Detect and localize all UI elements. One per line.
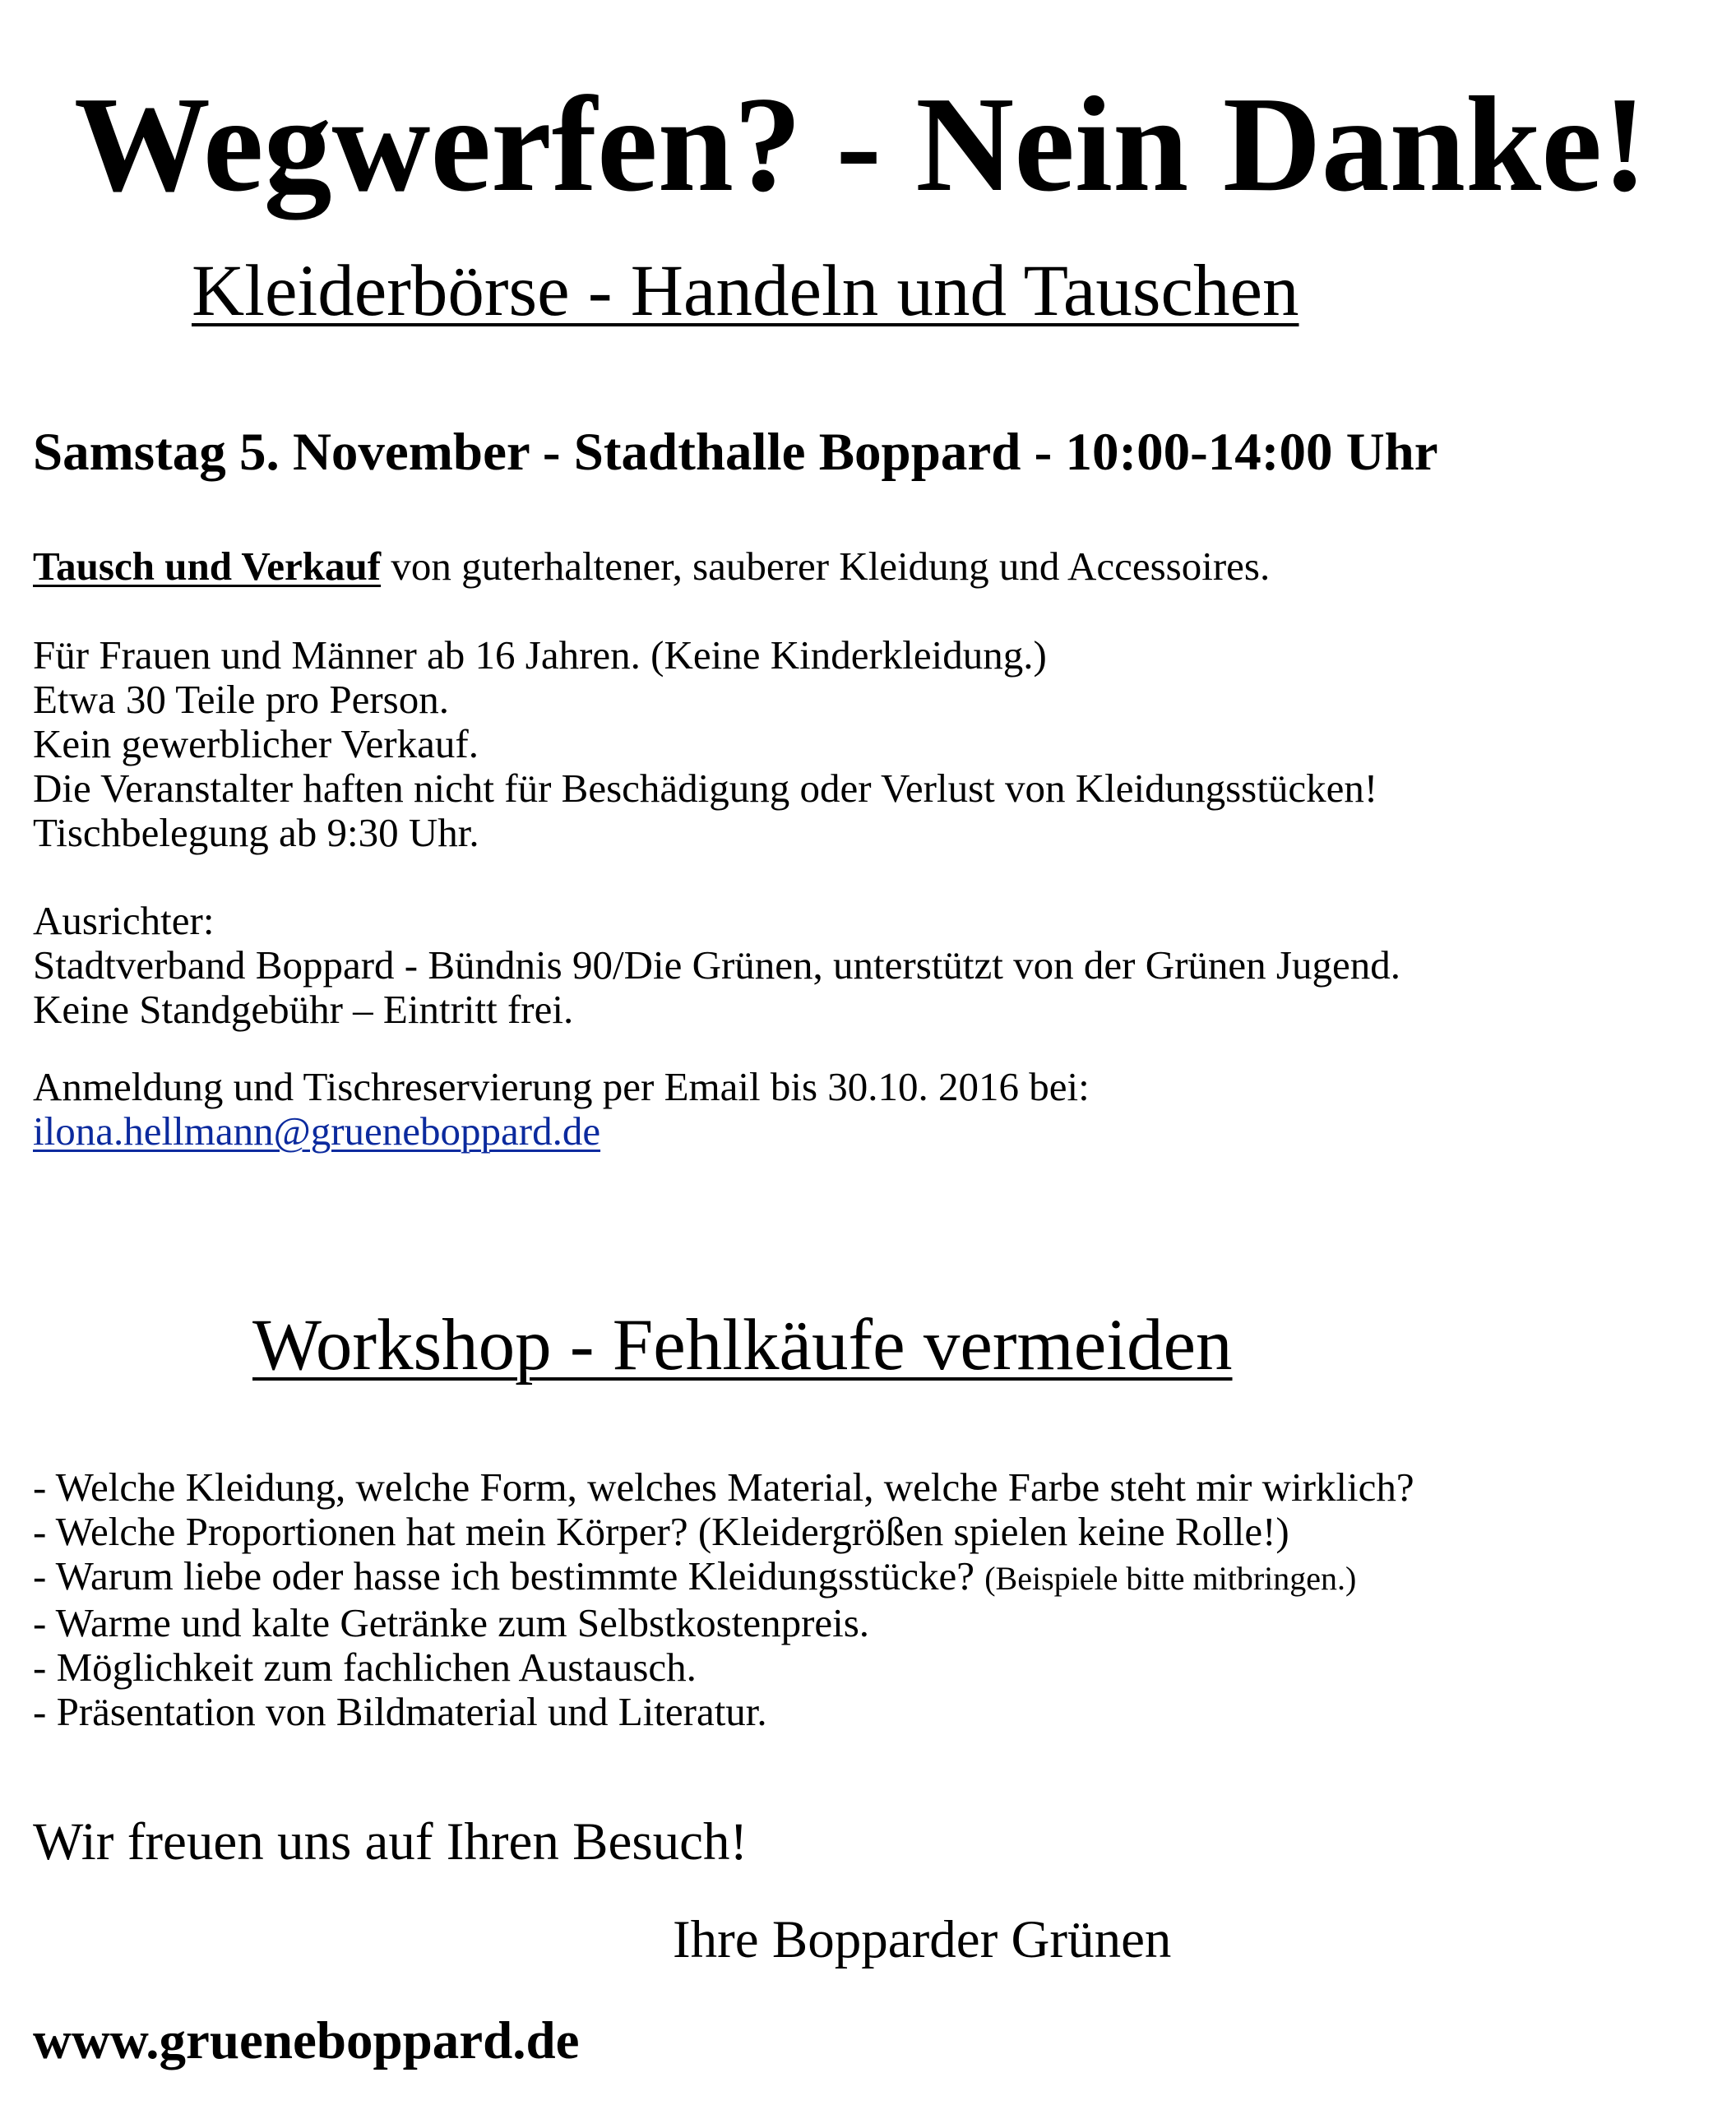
organizer-label: Ausrichter:	[33, 898, 215, 943]
rule-item: Etwa 30 Teile pro Person.	[33, 677, 449, 722]
workshop-item-note: (Beispiele bitte mitbringen.)	[984, 1560, 1357, 1597]
registration-block	[33, 1065, 1090, 1154]
workshop-item-text: - Warum liebe oder hasse ich bestimmte Kleidungsstücke?	[33, 1553, 974, 1598]
workshop-item: - Präsentation von Bildmaterial und Literatur.	[33, 1689, 767, 1734]
rule-item: Die Veranstalter haften nicht für Beschädigung oder Verlust von Kleidungsstücken!	[33, 766, 1378, 811]
workshop-heading: Workshop - Fehlkäufe vermeiden	[252, 1305, 1233, 1386]
organizer-block	[33, 899, 1400, 1032]
flyer-title: Wegwerfen? - Nein Danke!	[74, 68, 1648, 220]
intro-paragraph	[33, 544, 1270, 589]
intro-text: von guterhaltener, sauberer Kleidung und Accessoires.	[381, 544, 1271, 589]
workshop-item: - Warme und kalte Getränke zum Selbstkostenpreis.	[33, 1600, 870, 1645]
rule-item: Tischbelegung ab 9:30 Uhr.	[33, 810, 479, 855]
rules-list	[33, 633, 1377, 855]
flyer-subtitle: Kleiderbörse - Handeln und Tauschen	[192, 251, 1299, 331]
workshop-list	[33, 1465, 1414, 1734]
organizer-fee: Keine Standgebühr – Eintritt frei.	[33, 987, 574, 1032]
registration-email-link[interactable]: ilona.hellmann@grueneboppard.de	[33, 1108, 601, 1154]
intro-label: Tausch und Verkauf	[33, 544, 382, 589]
organizer-name: Stadtverband Boppard - Bündnis 90/Die Grünen, unterstützt von der Grünen Jugend.	[33, 942, 1400, 988]
workshop-item	[33, 1554, 1414, 1601]
workshop-item: - Welche Kleidung, welche Form, welches Material, welche Farbe steht mir wirklich?	[33, 1464, 1414, 1510]
event-date-location-line: Samstag 5. November - Stadthalle Boppard - 10:00-14:00 Uhr	[33, 423, 1438, 482]
rule-item: Für Frauen und Männer ab 16 Jahren. (Keine Kinderkleidung.)	[33, 632, 1047, 678]
rule-item: Kein gewerblicher Verkauf.	[33, 721, 479, 766]
workshop-item: - Welche Proportionen hat mein Körper? (Kleidergrößen spielen keine Rolle!)	[33, 1509, 1289, 1554]
closing-signature: Ihre Bopparder Grünen	[673, 1910, 1172, 1969]
closing-text: Wir freuen uns auf Ihren Besuch!	[33, 1812, 748, 1871]
workshop-item: - Möglichkeit zum fachlichen Austausch.	[33, 1645, 697, 1690]
registration-text: Anmeldung und Tischreservierung per Email bis 30.10. 2016 bei:	[33, 1064, 1090, 1109]
website-url[interactable]: www.grueneboppard.de	[33, 2011, 580, 2070]
